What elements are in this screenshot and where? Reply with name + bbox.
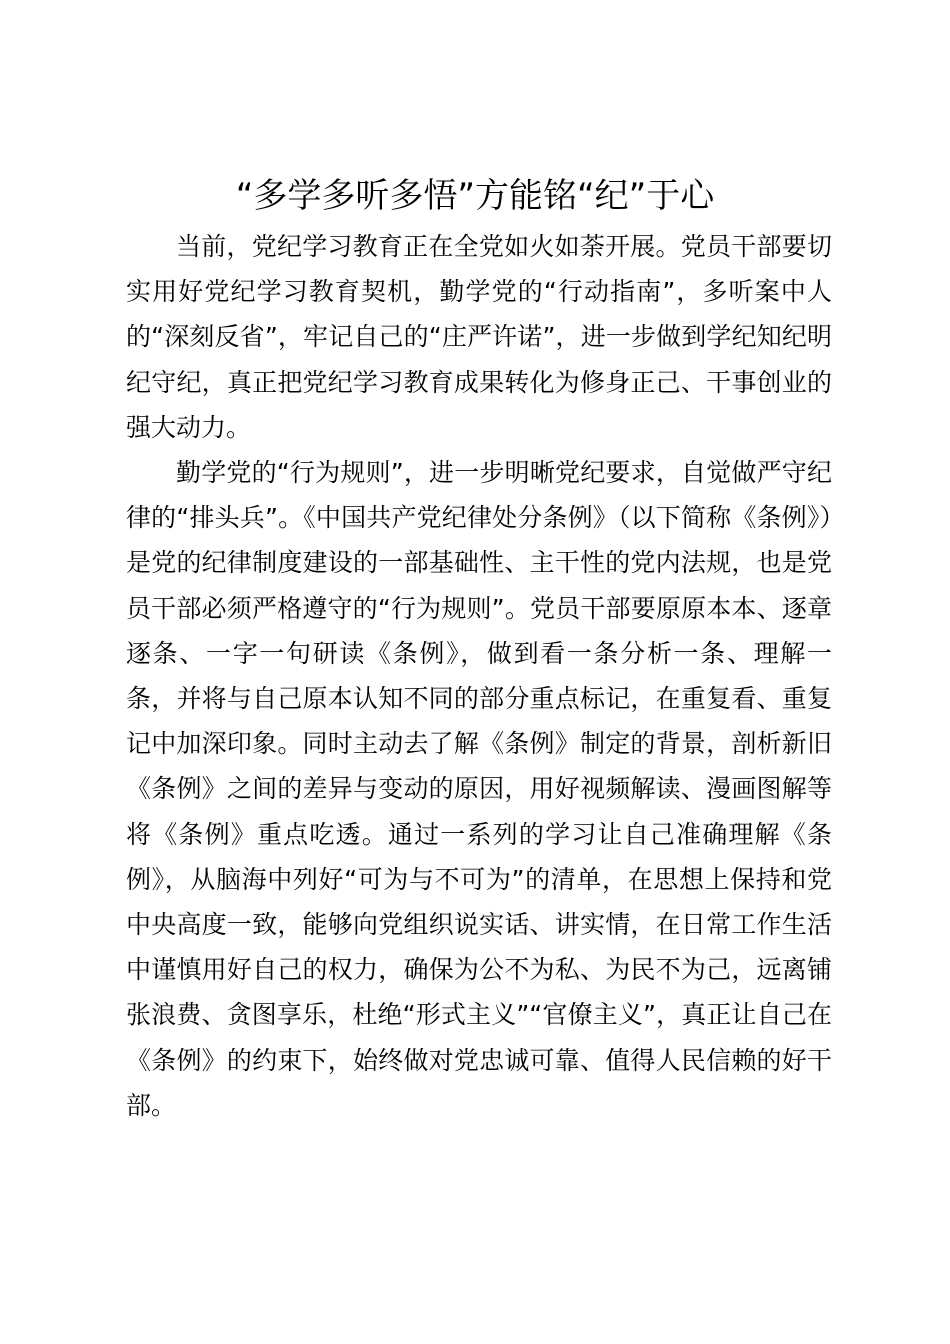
document-body: [126, 224, 832, 1128]
document-title: “多学多听多悟”方能铭“纪”于心: [235, 176, 715, 216]
paragraph-2: 勤学党的“行为规则”，进一步明晰党纪要求，自觉做严守纪律的“排头兵”。《中国共产党纪律处分条例》（以下简称《条例》）是党的纪律制度建设的一部基础性、主干性的党内法规，也是党员干部必须严格遵守的“行为规则”。党员干部要原原本本、逐章逐条、一字一句研读《条例》，做到看一条分析一条、理解一条，并将与自己原本认知不同的部分重点标记，在重复看、重复记中加深印象。同时主动去了解《条例》制定的背景，剖析新旧《条例》之间的差异与变动的原因，用好视频解读、漫画图解等将《条例》重点吃透。通过一系列的学习让自己准确理解《条例》，从脑海中列好“可为与不可为”的清单，在思想上保持和党中央高度一致，能够向党组织说实话、讲实情，在日常工作生活中谨慎用好自己的权力，确保为公不为私、为民不为己，远离铺张浪费、贪图享乐，杜绝“形式主义”“官僚主义”，真正让自己在《条例》的约束下，始终做对党忠诚可靠、值得人民信赖的好干部。: [126, 458, 832, 1120]
paragraph-1: 当前，党纪学习教育正在全党如火如荼开展。党员干部要切实用好党纪学习教育契机，勤学党的“行动指南”，多听案中人的“深刻反省”，牢记自己的“庄严许诺”，进一步做到学纪知纪明纪守纪，真正把党纪学习教育成果转化为修身正己、干事创业的强大动力。: [126, 232, 832, 442]
